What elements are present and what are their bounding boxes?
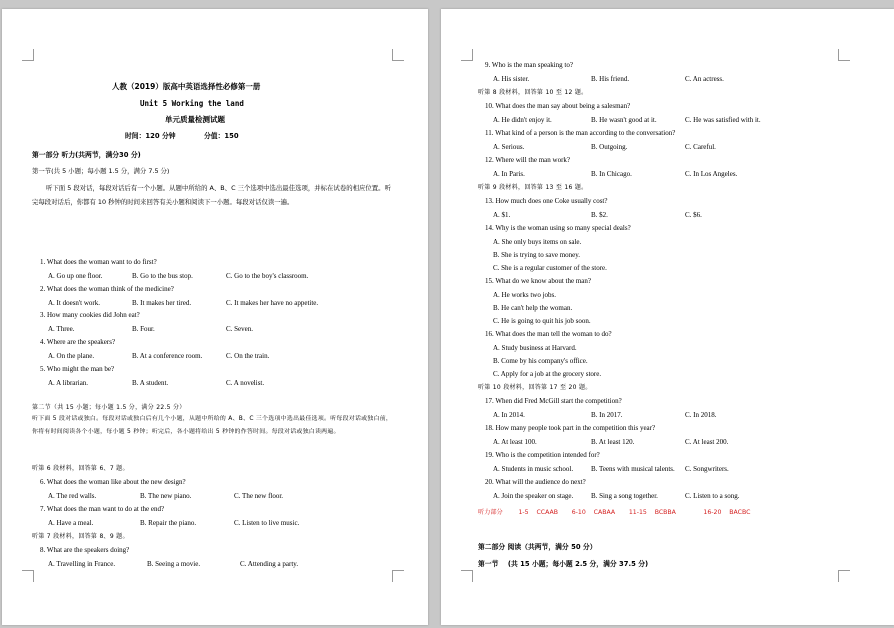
crop-mark — [22, 49, 34, 61]
option-a: A. Join the speaker on stage. — [493, 492, 574, 500]
part2-heading: 第二部分 阅读（共两节，满分 50 分） — [478, 543, 597, 551]
option-b: B. It makes her tired. — [132, 299, 192, 307]
option-a: A. Travelling in France. — [48, 560, 116, 568]
document-title: 人教（2019）版高中英语选择性必修第一册 — [112, 82, 261, 91]
option-b: B. She is trying to save money. — [493, 251, 581, 259]
question-3: 3. How many cookies did John eat? — [40, 311, 140, 319]
section2-heading: 第二节（共 15 小题；每小题 1.5 分，满分 22.5 分） — [32, 404, 186, 411]
option-c: C. A novelist. — [226, 379, 265, 387]
exam-time: 时间：120 分钟 — [125, 132, 176, 140]
option-b: B. In Chicago. — [591, 170, 632, 178]
question-10: 10. What does the man say about being a salesman? — [485, 102, 631, 110]
option-b: B. In 2017. — [591, 411, 623, 419]
option-c: C. On the train. — [226, 352, 270, 360]
option-a: A. Serious. — [493, 143, 525, 151]
option-b: B. Come by his company's office. — [493, 357, 588, 365]
question-17: 17. When did Fred McGill start the competition? — [485, 397, 622, 405]
question-12: 12. Where will the man work? — [485, 156, 571, 164]
option-a: A. At least 100. — [493, 438, 537, 446]
option-a: A. It doesn't work. — [48, 299, 101, 307]
option-a: A. In 2014. — [493, 411, 525, 419]
option-c: C. Songwriters. — [685, 465, 729, 473]
option-c: C. At least 200. — [685, 438, 729, 446]
option-c: C. Careful. — [685, 143, 716, 151]
question-20: 20. What will the audience do next? — [485, 478, 586, 486]
crop-mark — [461, 49, 473, 61]
option-b: B. Four. — [132, 325, 155, 333]
crop-mark — [392, 570, 404, 582]
option-a: A. His sister. — [493, 75, 530, 83]
option-b: B. His friend. — [591, 75, 630, 83]
question-6: 6. What does the woman like about the new design? — [40, 478, 186, 486]
material-6-note: 听第 6 段材料，回答第 6、7 题。 — [32, 465, 129, 472]
option-a: A. Students in music school. — [493, 465, 574, 473]
question-11: 11. What kind of a person is the man according to the conversation? — [485, 129, 676, 137]
option-a: A. Study business at Harvard. — [493, 344, 577, 352]
question-2: 2. What does the woman think of the medicine? — [40, 285, 174, 293]
question-19: 19. Who is the competition intended for? — [485, 451, 600, 459]
unit-title: Unit 5 Working the land — [140, 99, 244, 108]
option-a: A. The red walls. — [48, 492, 97, 500]
section1-instructions: 听下面 5 段对话，每段对话后有一个小题。从题中所给的 A、B、C 三个选项中选出最佳选项，并标在试卷的相应位置。听完每段对话后，你都有 10 秒钟的时间来回答有关小题和阅读下一小题。每段对话仅读一遍。 — [32, 184, 391, 206]
answer-key: 听力部分 1-5 CCAAB 6-10 CABAA 11-15 BCBBA 16-20 BACBC — [478, 509, 751, 516]
option-a: A. On the plane. — [48, 352, 95, 360]
option-a: A. $1. — [493, 211, 511, 219]
document-subtitle: 单元质量检测试题 — [165, 115, 225, 124]
document-page-right — [441, 9, 894, 625]
option-c: C. Seven. — [226, 325, 254, 333]
crop-mark — [838, 49, 850, 61]
option-c: C. Attending a party. — [240, 560, 299, 568]
option-c: C. $6. — [685, 211, 702, 219]
option-c: C. She is a regular customer of the store. — [493, 264, 607, 272]
option-c: C. He is going to quit his job soon. — [493, 317, 591, 325]
crop-mark — [392, 49, 404, 61]
option-a: A. She only buys items on sale. — [493, 238, 582, 246]
option-a: A. Three. — [48, 325, 75, 333]
question-15: 15. What do we know about the man? — [485, 277, 592, 285]
question-9: 9. Who is the man speaking to? — [485, 61, 573, 69]
option-b: B. Go to the bus stop. — [132, 272, 193, 280]
option-b: B. Seeing a movie. — [147, 560, 201, 568]
option-b: B. He can't help the woman. — [493, 304, 573, 312]
crop-mark — [22, 570, 34, 582]
option-a: A. Have a meal. — [48, 519, 94, 527]
exam-score: 分值：150 — [204, 132, 239, 140]
option-b: B. The new piano. — [140, 492, 192, 500]
option-b: B. Outgoing. — [591, 143, 628, 151]
section1-heading: 第一节(共 5 小题；每小题 1.5 分，满分 7.5 分) — [32, 167, 170, 175]
crop-mark — [461, 570, 473, 582]
option-b: B. Sing a song together. — [591, 492, 658, 500]
option-c: C. Go to the boy's classroom. — [226, 272, 309, 280]
option-b: B. Repair the piano. — [140, 519, 197, 527]
option-b: B. Teens with musical talents. — [591, 465, 675, 473]
question-13: 13. How much does one Coke usually cost? — [485, 197, 608, 205]
material-9-note: 听第 9 段材料，回答第 13 至 16 题。 — [478, 184, 588, 191]
option-c: C. He was satisfied with it. — [685, 116, 761, 124]
option-c: C. Apply for a job at the grocery store. — [493, 370, 602, 378]
question-18: 18. How many people took part in the competition this year? — [485, 424, 656, 432]
section2-instructions: 听下面 5 段对话或独白。每段对话或独白后有几个小题，从题中所给的 A、B、C 三个选项中选出最佳选项。听每段对话或独白前，你将有时间阅读各个小题，每小题 5 秒钟；听完后，各小题将给出 5 秒钟的作答时间。每段对话或独白读两遍。 — [32, 416, 393, 435]
question-1: 1. What does the woman want to do first? — [40, 258, 157, 266]
question-4: 4. Where are the speakers? — [40, 338, 116, 346]
option-c: C. Listen to a song. — [685, 492, 740, 500]
option-c: C. It makes her have no appetite. — [226, 299, 319, 307]
option-a: A. Go up one floor. — [48, 272, 103, 280]
option-c: C. In 2018. — [685, 411, 717, 419]
option-b: B. He wasn't good at it. — [591, 116, 657, 124]
option-c: C. An actress. — [685, 75, 724, 83]
material-7-note: 听第 7 段材料，回答第 8、9 题。 — [32, 533, 129, 540]
option-b: B. At least 120. — [591, 438, 635, 446]
option-b: B. $2. — [591, 211, 608, 219]
question-8: 8. What are the speakers doing? — [40, 546, 130, 554]
part2-section1-heading: 第一节 (共 15 小题；每小题 2.5 分，满分 37.5 分) — [478, 560, 649, 568]
option-c: C. The new floor. — [234, 492, 284, 500]
material-8-note: 听第 8 段材料，回答第 10 至 12 题。 — [478, 89, 588, 96]
question-16: 16. What does the man tell the woman to do? — [485, 330, 612, 338]
question-5: 5. Who might the man be? — [40, 365, 115, 373]
question-14: 14. Why is the woman using so many special deals? — [485, 224, 631, 232]
question-7: 7. What does the man want to do at the end? — [40, 505, 165, 513]
option-c: C. In Los Angeles. — [685, 170, 738, 178]
document-page-left — [2, 9, 428, 625]
option-a: A. A librarian. — [48, 379, 89, 387]
part1-heading: 第一部分 听力(共两节，满分30 分) — [32, 151, 141, 159]
option-c: C. Listen to live music. — [234, 519, 300, 527]
material-10-note: 听第 10 段材料，回答第 17 至 20 题。 — [478, 384, 592, 391]
crop-mark — [838, 570, 850, 582]
option-a: A. He works two jobs. — [493, 291, 556, 299]
option-a: A. He didn't enjoy it. — [493, 116, 552, 124]
option-a: A. In Paris. — [493, 170, 525, 178]
option-b: B. A student. — [132, 379, 169, 387]
option-b: B. At a conference room. — [132, 352, 203, 360]
